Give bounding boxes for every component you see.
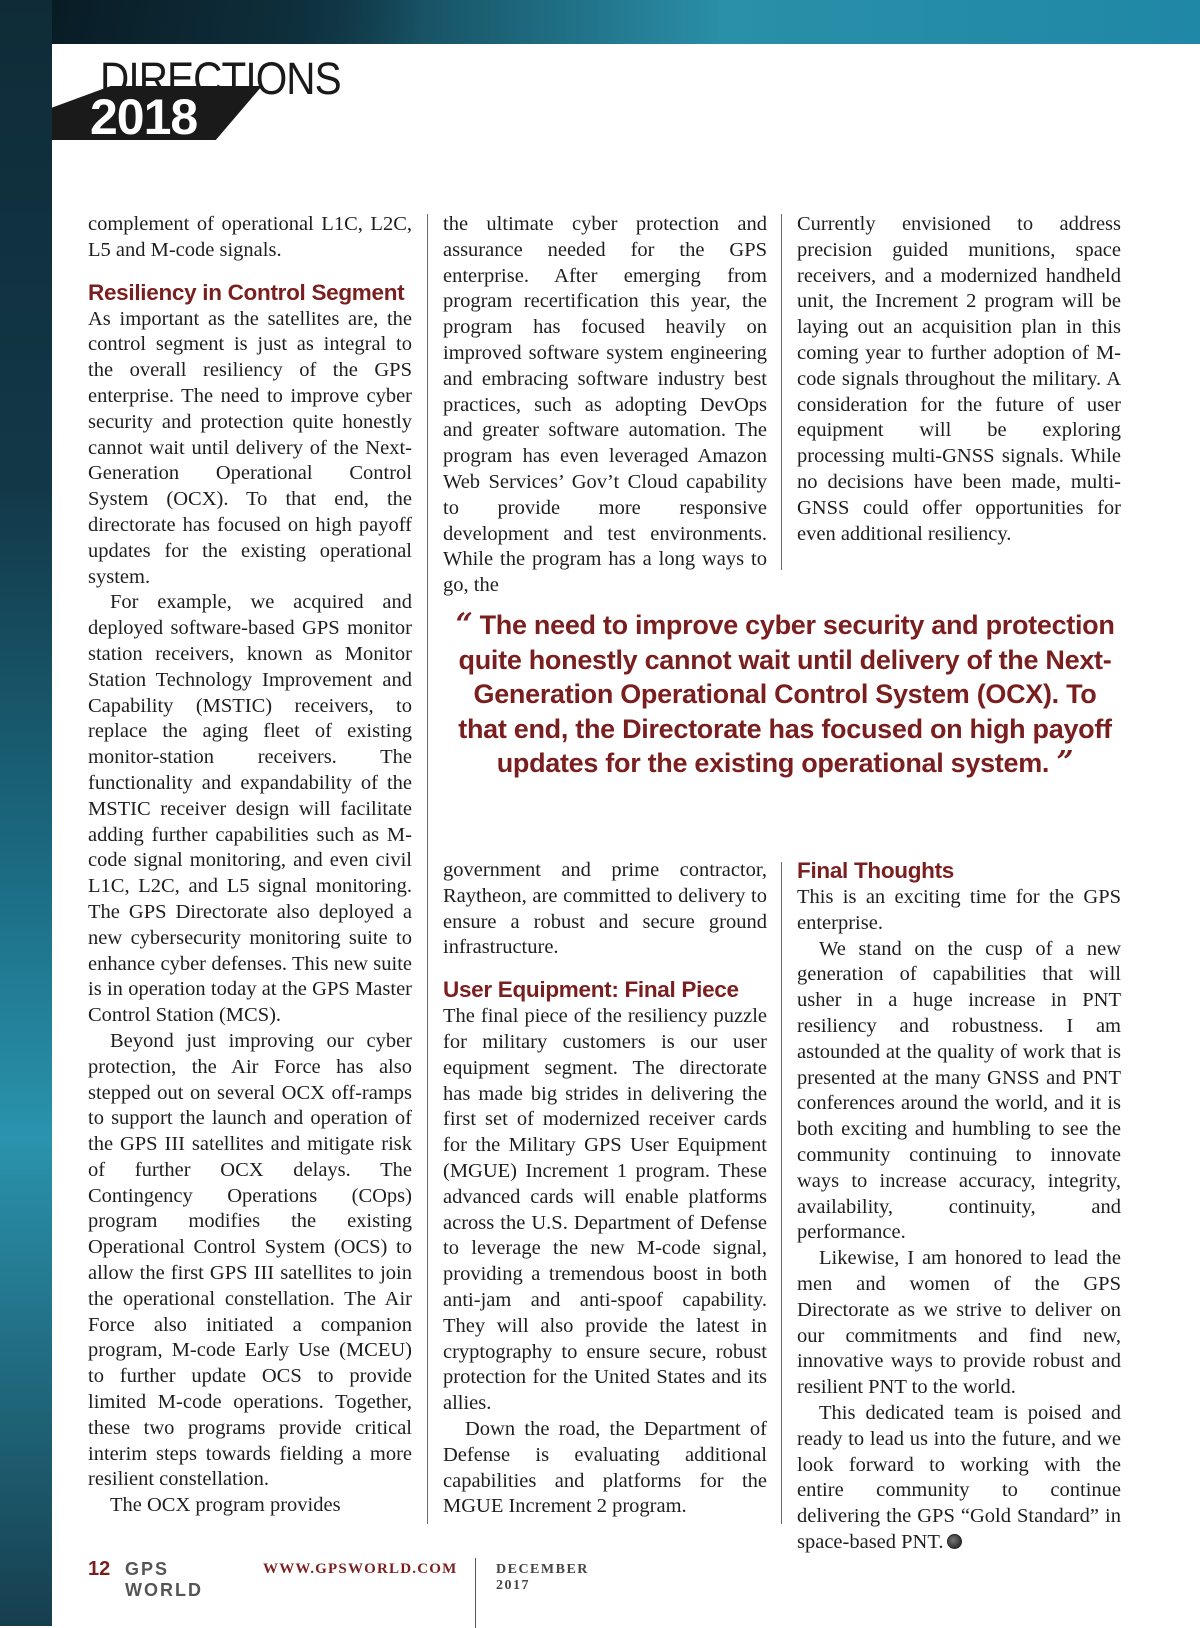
column-divider-1 <box>427 214 428 1524</box>
article-column-3-top <box>797 212 1121 547</box>
pull-quote <box>455 608 1115 781</box>
paragraph-ocx: The OCX program provides <box>110 1494 341 1517</box>
article-column-2-bottom <box>443 858 767 1520</box>
issue-date: DECEMBER 2017 <box>496 1562 589 1593</box>
paragraph-resiliency: As important as the satellites are, the control segment is just as integral to the overall resiliency of the GPS enterprise. The need to improve cyber security and protection quite honestly cannot wait until delivery of the Next-Generation Operational Control System (OCX). To that end, the directorate has focused on high payoff updates for the existing operational system. <box>88 307 412 588</box>
heading-final-thoughts: Final Thoughts <box>797 858 955 883</box>
paragraph-beyond: Beyond just improving our cyber protection, the Air Force has also stepped out on several OCX off-ramps to support the launch and operation of the GPS III satellites and mitigate risk of further OCX delays. The Contingency Operations (COps) program modifies the existing Operational Control System (OCS) to allow the first GPS III satellites to join the operational constellation. The Air Force also initiated a companion program, M-code Early Use (MCEU) to further update OCS to provide limited M-code operations. Together, these two programs provide critical interim steps towards fielding a more resilient constellation. <box>88 1029 412 1491</box>
paragraph-cyber-protection: the ultimate cyber protection and assurance needed for the GPS enterprise. After emerging from program recertification this year, the program has focused heavily on improved software system engineering and embracing software industry best practices, such as adopting DevOps and greater software automation. The program has even leveraged Amazon Web Services’ Gov’t Cloud capability to provide more responsive development and test environments. While the program has a long ways to go, the <box>443 213 767 597</box>
paragraph-increment2: Currently envisioned to address precision guided munitions, space receivers, and a modernized handheld unit, the Increment 2 program will be laying out an acquisition plan in this coming year to further adoption of M-code signals throughout the military. A consideration for the future of user equipment will be exploring processing multi-GNSS signals. While no decisions have been made, multi-GNSS could offer opportunities for even additional resiliency. <box>797 213 1121 545</box>
close-quote-icon: ” <box>1056 745 1074 780</box>
globe-end-icon <box>947 1534 962 1549</box>
article-column-2-top <box>443 212 767 599</box>
paragraph-intro: complement of operational L1C, L2C, L5 and M-code signals. <box>88 213 412 261</box>
paragraph-team-text: This dedicated team is poised and ready to lead us into the future, and we look forward to working with the entire community to continue delivering the GPS “Gold Standard” in space-based PNT. <box>797 1401 1121 1553</box>
paragraph-user-equipment: The final piece of the resiliency puzzle for military customers is our user equipment segment. The directorate has made big strides in delivering the first set of modernized receiver cards for the Military GPS User Equipment (MGUE) Increment 1 program. These advanced cards will enable platforms across the U.S. Department of Defense to leverage the new M-code signal, providing a tremendous boost in both anti-jam and anti-spoof capability. They will also provide the latest in cryptography to ensure secure, robust protection for the United States and its allies. <box>443 1005 767 1415</box>
paragraph-example: For example, we acquired and deployed software-based GPS monitor station receivers, known as Monitor Station Technology Improvement and Capability (MSTIC) receivers, to replace the aging fleet of existing monitor-station receivers. The functionality and expandability of the MSTIC receiver design will facilitate adding further capabilities such as M-code signal monitoring, and even civil L1C, L2C, and L5 signal monitoring. The GPS Directorate also deployed a new cybersecurity monitoring suite to enhance cyber defenses. This new suite is in operation today at the GPS Master Control Station (MCS). <box>88 591 412 1027</box>
paragraph-contractor: government and prime contractor, Raytheon, are committed to delivery to ensure a robust and secure ground infrastructure. <box>443 859 767 959</box>
magazine-url[interactable]: WWW.GPSWORLD.COM <box>263 1561 458 1577</box>
masthead-year: 2018 <box>90 89 198 145</box>
page-number: 12 <box>88 1558 111 1580</box>
paragraph-likewise: Likewise, I am honored to lead the men and women of the GPS Directorate as we strive to deliver on our commitments and find new, innovative ways to provide robust and resilient PNT to the world. <box>797 1247 1121 1399</box>
paragraph-exciting: This is an exciting time for the GPS enterprise. <box>797 886 1121 934</box>
top-color-band-shade <box>0 0 420 44</box>
pull-quote-text: The need to improve cyber security and protection quite honestly cannot wait until delivery of the Next-Generation Operational Control System (OCX). To that end, the Directorate has focused on high payoff updates for the existing operational system. <box>458 610 1115 778</box>
masthead-section-title: DIRECTIONS <box>100 53 341 104</box>
paragraph-cusp: We stand on the cusp of a new generation of capabilities that will usher in a huge increase in PNT resiliency and robustness. I am astounded at the quality of work that is presented at the many GNSS and PNT conferences around the world, and it is both exciting and humbling to see the community continuing to innovate ways to increase accuracy, integrity, availability, continuity, and performance. <box>797 937 1121 1244</box>
left-color-band <box>0 0 52 1626</box>
paragraph-team <box>797 1401 1121 1556</box>
section-masthead <box>52 53 352 145</box>
column-divider-2-top <box>781 214 782 570</box>
heading-user-equipment: User Equipment: Final Piece <box>443 977 739 1003</box>
article-column-1 <box>88 212 412 1519</box>
paragraph-down-the-road: Down the road, the Department of Defense is evaluating additional capabilities and platforms for the MGUE Increment 2 program. <box>443 1417 767 1518</box>
footer-divider <box>475 1558 476 1628</box>
open-quote-icon: “ <box>455 607 473 642</box>
article-column-3-bottom <box>797 856 1121 1556</box>
column-divider-2-bottom <box>781 862 782 1524</box>
heading-resiliency: Resiliency in Control Segment <box>88 279 405 305</box>
magazine-name: GPS WORLD <box>125 1559 203 1600</box>
